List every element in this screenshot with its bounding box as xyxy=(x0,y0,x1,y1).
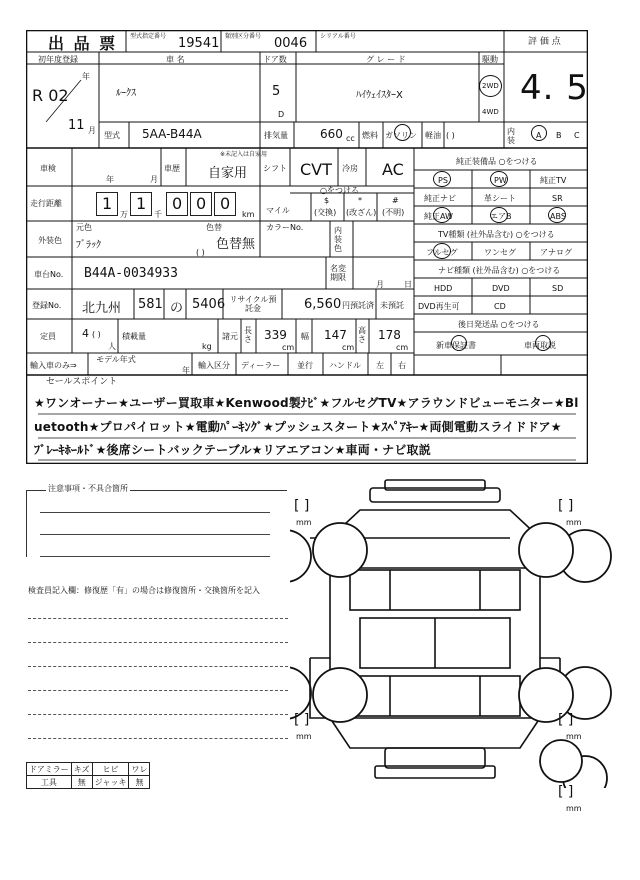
type-number-label: 型式指定番号 xyxy=(130,33,167,40)
grade-label: グ レ ー ド xyxy=(366,55,406,64)
inspection-label: 車検 xyxy=(40,164,56,173)
circle-2wd-mark xyxy=(479,75,502,97)
caution-box xyxy=(26,490,287,557)
mileage-digit-3: 0 xyxy=(172,194,183,213)
caution-line xyxy=(40,556,270,557)
rear-left-wheel xyxy=(310,665,370,725)
inspector-line xyxy=(28,666,288,667)
tire-bracket-fr: [ ] xyxy=(558,498,574,514)
later-title: 後日発送品 ○をつける xyxy=(458,320,540,329)
import-class-label: 輸入区分 xyxy=(198,361,230,370)
shift-label: シフト xyxy=(263,164,287,173)
equip-sr: SR xyxy=(552,194,563,203)
rating-value: 4. 5 xyxy=(520,68,589,108)
sales-point-label: セールスポイント xyxy=(46,377,118,387)
color-number-label: カラーNo. xyxy=(266,223,304,232)
capacity-paren: ( ) xyxy=(92,330,101,339)
equipment-title: 純正装備品 ○をつける xyxy=(456,157,538,166)
history-value: 自家用 xyxy=(208,166,248,181)
model-year-label: モデル年式 xyxy=(96,355,136,364)
fuel-diesel: 軽油 xyxy=(425,131,441,140)
type-number: 19541 xyxy=(178,36,220,51)
equip-ps: PS xyxy=(438,176,448,185)
circle-note: ○をつける xyxy=(320,186,359,195)
km-unit: km xyxy=(242,210,255,219)
sheet-title: 出 品 票 xyxy=(48,34,118,53)
inspector-label: 検査員記入欄：修復歴「有」の場合は修復箇所・交換箇所を記入 xyxy=(28,586,260,595)
circle-gasoline-mark xyxy=(394,124,411,141)
nav-dvd-play: DVD再生可 xyxy=(418,302,460,311)
drive-4wd: 4WD xyxy=(482,108,499,116)
recycle-unpaid: 未預託 xyxy=(380,301,404,310)
cc-unit: cc xyxy=(346,134,355,143)
repaint-paren: ( ) xyxy=(196,248,205,257)
door-count: 5 xyxy=(272,84,281,99)
spare-wheel xyxy=(538,738,584,784)
nav-dvd: DVD xyxy=(492,284,510,293)
chassis-label: 車台No. xyxy=(34,270,64,279)
tamper-label: (改ざん) xyxy=(346,208,377,217)
mm-unit-rl: mm xyxy=(296,732,312,741)
ac-label: 冷房 xyxy=(342,164,358,173)
shift-value: CVT xyxy=(300,160,332,179)
exterior-color-label: 外装色 xyxy=(38,236,62,245)
registration-year: R 02 xyxy=(32,86,69,105)
capacity-label: 定員 xyxy=(40,332,56,341)
mileage-digit-4: 0 xyxy=(196,194,207,213)
capacity-value: 4 xyxy=(82,327,89,340)
legend-jack-value: 無 xyxy=(129,776,150,789)
inspection-month-unit: 月 xyxy=(150,175,158,184)
tire-bracket-rl: [ ] xyxy=(294,712,310,728)
interior-label: 内装 xyxy=(507,127,515,145)
tire-bracket-spare: [ ] xyxy=(558,784,574,800)
recycle-value: 6,560 xyxy=(304,297,342,312)
inspector-line xyxy=(28,738,288,739)
circle-warranty-mark xyxy=(451,335,467,351)
name-change-day: 日 xyxy=(404,280,412,289)
equip-pw: PW xyxy=(494,176,507,185)
category-number-label: 類別区分番号 xyxy=(225,33,262,40)
damage-legend-table xyxy=(26,762,150,789)
registration-region: 北九州 xyxy=(82,301,122,316)
circle-abs-mark xyxy=(548,207,566,223)
caution-line xyxy=(40,512,270,513)
displacement-value: 660 xyxy=(320,127,343,141)
unknown-label: (不明) xyxy=(382,208,405,217)
tire-bracket-rr: [ ] xyxy=(558,712,574,728)
inspector-line xyxy=(28,714,288,715)
width-unit: cm xyxy=(342,343,355,352)
circle-aw-mark xyxy=(433,207,451,223)
displacement-label: 排気量 xyxy=(264,131,288,140)
name-change-month: 月 xyxy=(376,280,384,289)
mileage-digit-1: 1 xyxy=(102,194,113,213)
mileage-digit-5: 0 xyxy=(220,194,231,213)
name-change-label: 名変期限 xyxy=(330,264,346,282)
mileage-label: 走行距離 xyxy=(30,199,62,208)
nav-title: ナビ種類 (社外品含む) ○をつける xyxy=(438,266,561,275)
dims-label: 諸元 xyxy=(222,332,238,341)
serial-number-label: シリアル番号 xyxy=(320,33,356,40)
height-unit: cm xyxy=(396,343,409,352)
exchange-label: (交換) xyxy=(314,208,337,217)
legend-scratch: キズ xyxy=(71,763,92,776)
original-color-label: 元色 xyxy=(76,223,92,232)
grade-value: ﾊｲｳｪｲｽﾀｰX xyxy=(356,90,403,101)
tire-bracket-fl: [ ] xyxy=(294,498,310,514)
mm-unit-fr: mm xyxy=(566,518,582,527)
registration-class: 581 xyxy=(138,297,163,312)
circle-fullseg-mark xyxy=(433,243,451,259)
door-suffix: D xyxy=(278,110,285,119)
later-manual: 車両取説 xyxy=(524,341,556,350)
unknown-symbol: # xyxy=(392,196,399,205)
year-unit: 年 xyxy=(82,72,90,81)
equip-tv: 純正TV xyxy=(540,176,567,185)
width-label: 幅 xyxy=(301,332,309,341)
equip-leather: 革シート xyxy=(484,194,516,203)
mm-unit-rr: mm xyxy=(566,732,582,741)
caution-label: 注意事項・不具合箇所 xyxy=(48,484,128,493)
repaint-label: 色替 xyxy=(206,223,222,232)
ac-value: AC xyxy=(382,160,404,179)
mm-unit-spare: mm xyxy=(566,804,582,813)
model-year-unit: 年 xyxy=(182,366,190,375)
load-label: 積載量 xyxy=(122,332,146,341)
drive-label: 駆動 xyxy=(482,55,498,64)
interior-color-label: 内装色 xyxy=(334,226,342,253)
equip-airbag: エアB xyxy=(490,212,512,221)
front-left-wheel xyxy=(310,520,370,580)
equip-abs: ABS xyxy=(550,212,566,221)
sales-line-2: uetooth★プロパイロット★電動ﾊﾟｰｷﾝｸﾞ★プッシュスタート★ｽﾍﾟｱｷｰ★両側電動スライドドア★ xyxy=(34,420,562,434)
nav-hdd: HDD xyxy=(434,284,453,293)
fuel-other: ( ) xyxy=(446,131,455,140)
legend-crack: ヒビ xyxy=(92,763,129,776)
height-label: 高さ xyxy=(358,326,366,344)
equip-aw: 純正AW xyxy=(424,212,453,221)
length-label: 長さ xyxy=(244,326,252,344)
circle-manual-mark xyxy=(535,335,551,351)
unrecorded-note: ※未記入は自家用 xyxy=(220,151,268,158)
tv-oneseg: ワンセグ xyxy=(484,248,516,257)
repaint-value: 色替無 xyxy=(216,237,256,252)
interior-a: A xyxy=(536,131,542,140)
registration-label: 登録No. xyxy=(32,301,62,310)
history-label: 車歴 xyxy=(164,164,180,173)
interior-c: C xyxy=(574,131,580,140)
legend-door-mirror: ドアミラー xyxy=(27,763,72,776)
capacity-unit: 人 xyxy=(108,342,116,351)
legend-jack: ジャッキ xyxy=(92,776,129,789)
registration-kana: の xyxy=(170,301,184,316)
tv-fullseg: フルセグ xyxy=(426,248,458,257)
tv-analog: アナログ xyxy=(540,248,572,257)
inspector-line xyxy=(28,642,288,643)
circle-airbag-mark xyxy=(490,207,508,223)
right-option: 右 xyxy=(398,361,406,370)
auction-sheet xyxy=(26,30,588,464)
mileage-sen-unit: 千 xyxy=(154,210,162,219)
sales-line-1: ★ワンオーナー★ユーザー買取車★Kenwood製ﾅﾋﾞ★フルセグTV★アラウンドビューモニター★Bl xyxy=(34,396,579,410)
circle-pw-mark xyxy=(490,171,508,187)
legend-tools-value: 無 xyxy=(71,776,92,789)
circle-interior-a-mark xyxy=(531,125,547,141)
parallel-option: 並行 xyxy=(297,361,313,370)
circle-ps-mark xyxy=(433,171,451,187)
caution-line xyxy=(40,534,270,535)
model-label: 型式 xyxy=(104,131,120,140)
equip-navi: 純正ナビ xyxy=(424,194,456,203)
chassis-number: B44A-0034933 xyxy=(84,266,178,281)
tamper-symbol: * xyxy=(358,196,362,205)
interior-b: B xyxy=(556,131,562,140)
drive-2wd: 2WD xyxy=(482,82,499,90)
height-value: 178 xyxy=(378,328,401,342)
mileage-man-unit: 万 xyxy=(120,210,128,219)
inspection-year-unit: 年 xyxy=(106,175,114,184)
fuel-label: 燃料 xyxy=(362,131,378,140)
fuel-gasoline: ガソリン xyxy=(385,131,417,140)
legend-break: ワレ xyxy=(129,763,150,776)
handle-label: ハンドル xyxy=(329,361,361,370)
registration-month: 11 xyxy=(68,118,85,133)
sales-line-3: ﾌﾞﾚｰｷﾎｰﾙﾄﾞ★後席シートバックテーブル★リアエアコン★車両・ナビ取説 xyxy=(34,443,431,457)
left-option: 左 xyxy=(376,361,384,370)
width-value: 147 xyxy=(324,328,347,342)
original-color: ﾌﾞﾗｯｸ xyxy=(76,240,101,251)
mm-unit-fl: mm xyxy=(296,518,312,527)
recycle-unit: 円預託済 xyxy=(342,301,374,310)
mileage-digit-2: 1 xyxy=(136,194,147,213)
import-label: 輸入車のみ⇒ xyxy=(30,361,77,370)
recycle-label: リサイクル預託金 xyxy=(229,295,277,313)
first-registration-label: 初年度登録 xyxy=(38,55,78,64)
inspector-line xyxy=(28,618,288,619)
inspector-line xyxy=(28,690,288,691)
mile-label: マイル xyxy=(266,206,290,215)
car-name: ﾙｰｸｽ xyxy=(116,88,136,99)
car-name-label: 車 名 xyxy=(166,55,185,64)
nav-sd: SD xyxy=(552,284,564,293)
legend-tools: 工具 xyxy=(27,776,72,789)
front-right-wheel xyxy=(516,520,576,580)
length-value: 339 xyxy=(264,328,287,342)
nav-cd: CD xyxy=(494,302,506,311)
doors-label: ドア数 xyxy=(263,55,287,64)
registration-number: 5406 xyxy=(192,297,226,312)
model-value: 5AA-B44A xyxy=(142,127,202,141)
length-unit: cm xyxy=(282,343,295,352)
dealer-option: ディーラー xyxy=(241,361,281,370)
exchange-symbol: $ xyxy=(324,196,330,205)
load-unit: kg xyxy=(202,342,212,351)
tv-title: TV種類 (社外品含む) ○をつける xyxy=(438,230,555,239)
month-unit: 月 xyxy=(88,126,96,135)
category-number: 0046 xyxy=(274,36,308,51)
later-warranty: 新車保証書 xyxy=(436,341,476,350)
rating-label: 評 価 点 xyxy=(528,37,561,47)
